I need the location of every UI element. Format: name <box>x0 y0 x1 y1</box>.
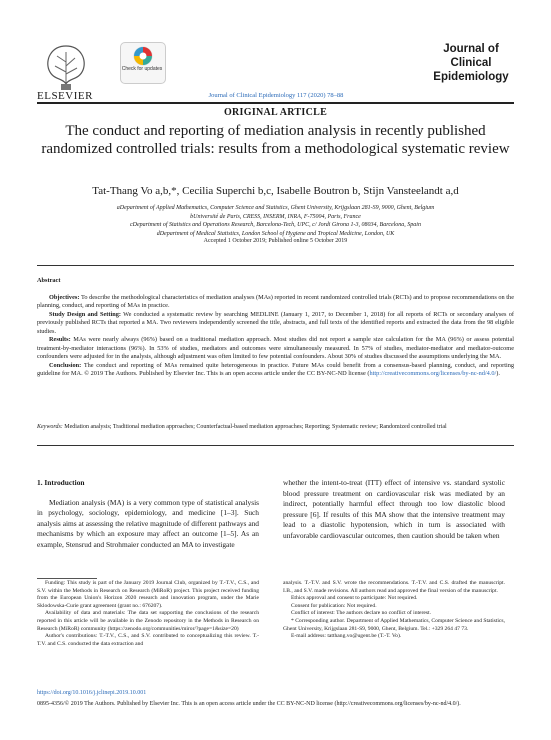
affiliations <box>40 204 511 238</box>
abstract-design <box>37 311 514 337</box>
doi-link[interactable]: https://doi.org/10.1016/j.jclinepi.2019.10.001 <box>37 690 147 696</box>
conclusion-label: Conclusion: <box>49 361 82 369</box>
crossmark-icon <box>121 43 165 67</box>
journal-logo-line3: Epidemiology <box>433 71 509 83</box>
design-label: Study Design and Setting: <box>49 310 121 318</box>
affiliation-a: aDepartment of Applied Mathematics, Computer Science and Statistics, Ghent University, Krijgslaan 281-S9, 9000, Ghent, Belgium <box>116 205 435 211</box>
publisher-name: ELSEVIER <box>37 90 93 102</box>
abstract-heading: Abstract <box>37 277 61 284</box>
affiliation-d: dDepartment of Medical Statistics, London School of Hygiene and Tropical Medicine, London, UK <box>156 230 395 237</box>
journal-logo-line2: Clinical <box>450 57 492 69</box>
footnote-corresponding: * Corresponding author. Department of Applied Mathematics, Computer Science and Statistics, Ghent University, Krijgslaan 281-S9, 9000, Ghent, Belgium. Tel.: +329 264 47 73. <box>283 617 505 632</box>
body-left-column <box>37 478 259 550</box>
results-label: Results: <box>49 336 71 343</box>
abstract-objectives <box>37 294 514 311</box>
footnotes-right <box>283 580 505 641</box>
conclusion-text: The conduct and reporting of MAs remained quite heterogeneous in practice. Future MAs could benefit from a consensus-based planning, conduct, and reporting guideline for MA. © 2019 The Authors. Published by Elsevier Inc. This is an open access article under the CC BY-NC-ND license ( <box>37 361 514 377</box>
keywords-label: Keywords: <box>37 424 63 430</box>
footnote-consent: Consent for publication: Not required. <box>291 602 377 609</box>
journal-citation[interactable]: Journal of Clinical Epidemiology 117 (2020) 78–88 <box>208 92 344 99</box>
footnote-rule <box>37 578 97 579</box>
footnote-ethics: Ethics approval and consent to participate: Not required. <box>291 595 418 602</box>
body-right-column <box>283 478 505 541</box>
copyright-line: 0895-4356/© 2019 The Authors. Published by Elsevier Inc. This is an open access article under the CC BY-NC-ND license (http://creativecommons.org/licenses/by-nc-nd/4.0/). <box>37 701 461 707</box>
affiliation-b: bUniversité de Paris, CRESS, INSERM, INRA, F-75004, Paris, France <box>190 213 361 220</box>
check-for-updates-button[interactable] <box>120 42 166 84</box>
accepted-date: Accepted 1 October 2019; Published online 5 October 2019 <box>203 238 348 244</box>
abstract-bottom-rule <box>37 445 514 446</box>
section-heading: 1. Introduction <box>37 478 85 487</box>
results-text: MAs were nearly always (96%) based on a traditional mediation approach. Most studies did not report a sample size calculation for the MA (96%) or assess potential treatment-by-mediator interactions (96%). In 53% of studies, mediators and outcomes were simultaneously measured. In 57% of studies, mediator-mediator and mediator-outcome confounders were adjusted for in the analysis, although adjustment was often limited to few potential confounders. About 30% of studies discussed the assumptions underlying the MA. <box>37 336 514 360</box>
article-type: ORIGINAL ARTICLE <box>223 107 328 118</box>
elsevier-tree-logo <box>37 40 95 92</box>
intro-paragraph-right: whether the intent-to-treat (ITT) effect of intensive vs. standard systolic blood pressure treatment on cardiovascular risk was mediated by an indirect, potentially harmful effect through too low diastolic blood pressure [6]. If results of this MA show that the intensive treatment may lead to a diastolic hypotension, which in turn is associated with unfavorable cardiovascular outcomes, then caution should be taken when <box>283 478 505 540</box>
footnotes-left <box>37 580 259 648</box>
journal-logo-line1: Journal of <box>443 43 499 55</box>
footnote-contributions-cont: analysis. T.-T.V. and S.V. wrote the recommendations. T.-T.V. and C.S. drafted the manuscript. I.B., and S.V. made revisions. All authors read and approved the final version of the manuscript. <box>283 580 505 594</box>
footnote-conflict: Conflict of interest: The authors declare no conflict of interest. <box>291 610 432 617</box>
footnote-availability: Availability of data and materials: The data set supporting the conclusions of the research reported in this article will be available in the Zenodo repository in the Methods in Research on Research (MiRoR) community (https://zenodo.org/communities/miror/?page=1&size=20) <box>37 610 259 632</box>
crossmark-label: Check for updates <box>121 66 163 72</box>
article-title: The conduct and reporting of mediation analysis in recently published randomized controlled trials: results from a methodological systematic review <box>41 123 510 157</box>
affiliation-c: cDepartment of Statistics and Operations Research, Barcelona-Tech, UPC, c/ Jordi Girona 1-3, 08034, Barcelona, Spain <box>130 222 421 228</box>
abstract-top-rule <box>37 265 514 266</box>
author-list: Tat-Thang Vo a,b,*, Cecilia Superchi b,c, Isabelle Boutron b, Stijn Vansteelandt a,d <box>92 185 459 197</box>
abstract-results <box>37 336 514 362</box>
license-link[interactable]: http://creativecommons.org/licenses/by-nc-nd/4.0/ <box>369 370 497 377</box>
abstract <box>37 277 514 379</box>
footnote-contributions: Author's contributions: T.-T.V., C.S., and S.V. contributed to conceptualizing this review. T.-T.V. and C.S. conducted the data extraction and <box>37 633 259 647</box>
intro-paragraph-left: Mediation analysis (MA) is a very common type of statistical analysis in psychology, sociology, epidemiology, and medicine [1–3]. Such analysis aims at assessing the relative magnitude of different pathways and mechanisms by which an exposure may affect an outcome [1–5]. As an example, Stensrud and Strohmaier conducted an MA to investigate <box>37 497 259 549</box>
abstract-conclusion <box>37 362 514 379</box>
keywords <box>37 423 514 431</box>
objectives-label: Objectives: <box>49 293 80 301</box>
header-rule <box>37 102 514 104</box>
design-text: We conducted a systematic review by searching MEDLINE (January 1, 2017, to December 1, 2018) for all reports of RCTs or secondary analyses of previously published RCTs that reported a MA. Two reviewers independently screened the title, abstracts, and full texts of the identified reports and extracted the data from the 98 eligible studies. <box>37 310 514 335</box>
objectives-text: To describe the methodological characteristics of mediation analyses (MAs) reported in recent randomized controlled trials (RCTs) and to propose recommendations on the planning, conduct, and reporting of MAs in practice. <box>37 293 514 309</box>
footnote-email: E-mail address: tatthang.vo@ugent.be (T.-T. Vo). <box>291 633 402 640</box>
keywords-text: Mediation analysis; Traditional mediation approaches; Counterfactual-based mediation approaches; Reporting; Systematic review; Randomized controlled trial <box>64 424 447 430</box>
conclusion-end: ). <box>496 370 500 377</box>
footnote-funding: Funding: This study is part of the January 2019 Journal Club, organized by T.-T.V., C.S., and S.V. within the Methods in Research on Research (MiRoR) project. This project received funding from the European Union's Horizon 2020 research and innovation program, under the Marie Sklodowska-Curie grant agreement (grant no.: 676207). <box>37 580 259 609</box>
journal-logo <box>428 42 514 84</box>
